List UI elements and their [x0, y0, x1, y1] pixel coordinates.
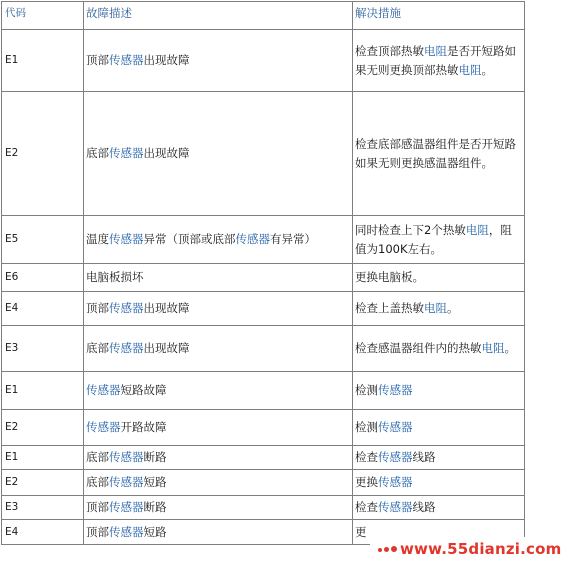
table-row	[2, 326, 525, 372]
watermark-text: www.55dianzi.com	[400, 540, 561, 558]
text-segment: 更换电脑板。	[355, 270, 424, 284]
table-row	[2, 496, 525, 520]
text-segment: 出现故障	[143, 341, 190, 355]
table-row	[2, 446, 525, 470]
text-segment: 底部	[86, 146, 109, 160]
keyword-link[interactable]: 电阻	[424, 43, 447, 58]
keyword-link[interactable]: 电阻	[481, 341, 505, 355]
text-segment: 。	[447, 301, 459, 315]
text-segment: 更	[355, 524, 367, 539]
fault-code-table	[1, 1, 525, 545]
text-segment: 出现故障	[143, 146, 190, 160]
row-code: E6	[2, 264, 84, 292]
keyword-link[interactable]: 电阻	[458, 62, 482, 77]
row-solution	[353, 216, 525, 264]
table-row	[2, 264, 525, 292]
row-description	[84, 372, 353, 410]
keyword-link[interactable]: 传感器	[378, 475, 413, 489]
text-segment: 顶部	[86, 500, 109, 514]
row-description	[84, 30, 353, 92]
row-solution	[353, 30, 525, 92]
row-solution	[353, 264, 525, 292]
text-segment: 短路	[143, 524, 167, 539]
text-segment: 检查底部感温器组件是否开短路如果无则更换感温器组件。	[355, 136, 516, 170]
text-segment: 检查上盖热敏	[355, 301, 424, 315]
text-segment: 底部	[86, 450, 109, 464]
text-segment: 。	[504, 341, 516, 355]
text-segment: 异常（顶部或底部	[143, 232, 236, 246]
table-row	[2, 216, 525, 264]
row-code: E2	[2, 410, 84, 446]
keyword-link[interactable]: 传感器	[86, 383, 121, 397]
text-segment: 底部	[86, 475, 109, 489]
row-solution	[353, 372, 525, 410]
row-code: E2	[2, 92, 84, 216]
text-segment: ，阻值为100K左右。	[355, 222, 512, 256]
keyword-link[interactable]: 传感器	[109, 301, 144, 315]
row-code: E1	[2, 446, 84, 470]
text-segment: 更换	[355, 475, 378, 489]
row-description	[84, 264, 353, 292]
table-row	[2, 92, 525, 216]
row-solution	[353, 470, 525, 496]
keyword-link[interactable]: 传感器	[109, 232, 144, 246]
text-segment: 开路故障	[120, 420, 167, 434]
row-code: E4	[2, 520, 84, 545]
row-solution	[353, 496, 525, 520]
keyword-link[interactable]: 传感器	[109, 146, 144, 160]
text-segment: 底部	[86, 341, 109, 355]
keyword-link[interactable]: 传感器	[109, 53, 144, 67]
table-row	[2, 30, 525, 92]
site-watermark	[370, 537, 561, 561]
table-header-row	[2, 2, 525, 30]
text-segment: 是否开短路如果无则更换顶部热敏	[355, 43, 516, 77]
text-segment: 。	[481, 62, 493, 77]
keyword-link[interactable]: 电阻	[424, 301, 447, 315]
text-segment: 检查感温器组件内的热敏	[355, 341, 482, 355]
text-segment: 有异常）	[270, 232, 316, 246]
row-solution	[353, 410, 525, 446]
text-segment: 检查顶部热敏	[355, 43, 424, 58]
keyword-link[interactable]: 传感器	[109, 524, 144, 539]
keyword-link[interactable]: 传感器	[86, 420, 121, 434]
row-code: E1	[2, 30, 84, 92]
text-segment: 同时检查上下2个热敏	[355, 222, 466, 237]
table-row	[2, 470, 525, 496]
row-description	[84, 92, 353, 216]
row-solution	[353, 92, 525, 216]
keyword-link[interactable]: 传感器	[378, 500, 413, 514]
row-code: E2	[2, 470, 84, 496]
row-solution	[353, 292, 525, 326]
row-description	[84, 326, 353, 372]
keyword-link[interactable]: 传感器	[109, 341, 144, 355]
keyword-link[interactable]: 传感器	[109, 475, 144, 489]
text-segment: 顶部	[86, 301, 109, 315]
watermark-dots-icon	[378, 546, 397, 552]
keyword-link[interactable]: 传感器	[378, 450, 413, 464]
text-segment: 短路故障	[120, 383, 167, 397]
keyword-link[interactable]: 传感器	[109, 500, 144, 514]
row-code: E3	[2, 326, 84, 372]
row-description	[84, 446, 353, 470]
keyword-link[interactable]: 传感器	[378, 383, 413, 397]
keyword-link[interactable]: 电阻	[465, 222, 489, 237]
row-code: E4	[2, 292, 84, 326]
text-segment: 电脑板损坏	[86, 270, 144, 284]
text-segment: 检查	[355, 500, 378, 514]
row-description	[84, 470, 353, 496]
text-segment: 温度	[86, 232, 109, 246]
table-row	[2, 292, 525, 326]
text-segment: 顶部	[86, 53, 109, 67]
text-segment: 线路	[412, 450, 436, 464]
row-description	[84, 292, 353, 326]
row-solution	[353, 446, 525, 470]
keyword-link[interactable]: 传感器	[235, 232, 270, 246]
text-segment: 线路	[412, 500, 436, 514]
row-code: E1	[2, 372, 84, 410]
header-solution: 解决措施	[353, 2, 525, 30]
row-description	[84, 410, 353, 446]
header-code: 代码	[2, 2, 84, 30]
text-segment: 检测	[355, 383, 378, 397]
text-segment: 短路	[143, 475, 167, 489]
text-segment: 出现故障	[143, 53, 190, 67]
keyword-link[interactable]: 传感器	[378, 420, 413, 434]
row-solution	[353, 326, 525, 372]
text-segment: 断路	[143, 450, 167, 464]
text-segment: 出现故障	[143, 301, 190, 315]
row-description	[84, 520, 353, 545]
row-description	[84, 496, 353, 520]
text-segment: 检测	[355, 420, 378, 434]
text-segment: 检查	[355, 450, 378, 464]
row-code: E3	[2, 496, 84, 520]
text-segment: 顶部	[86, 524, 109, 539]
keyword-link[interactable]: 传感器	[109, 450, 144, 464]
row-code: E5	[2, 216, 84, 264]
text-segment: 断路	[143, 500, 167, 514]
table-row	[2, 372, 525, 410]
row-description	[84, 216, 353, 264]
header-description: 故障描述	[84, 2, 353, 30]
table-row	[2, 410, 525, 446]
